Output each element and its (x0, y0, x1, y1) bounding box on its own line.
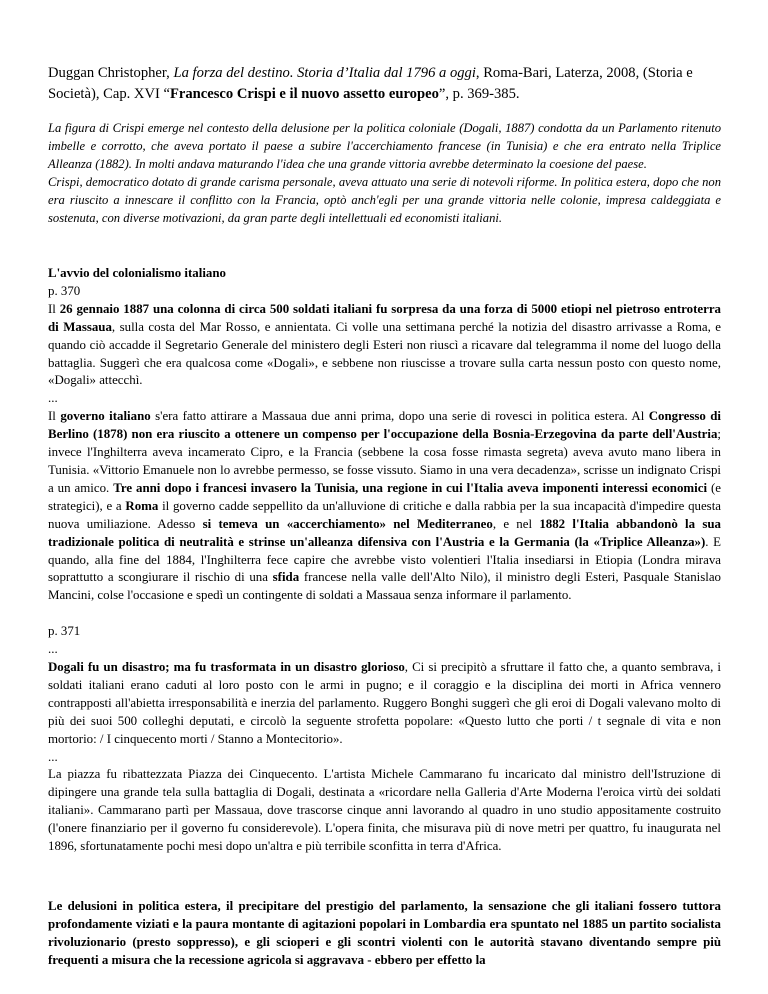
body-text (48, 265, 721, 970)
citation-publisher: , Roma-Bari, Laterza, 2008, (Storia e Società), Cap. XVI “ (48, 65, 693, 102)
abstract-paragraph-2: Crispi, democratico dotato di grande carisma personale, aveva attuato una serie di notevoli riforme. In politica estera, dopo che non era riuscito a innescare il conflitto con la Francia, optò anch'egli per una grande vittoria nelle colonie, impresa caldeggiata e sostenuta, con diverse motivazioni, da gran parte degli intellettuali ed economisti italiani. (48, 175, 721, 225)
citation-author: Duggan Christopher, (48, 65, 174, 81)
paragraph-glorious-disaster: Dogali fu un disastro; ma fu trasformata in un disastro glorioso, Ci si precipitò a sfruttare il fatto che, a quanto sembrava, i soldati italiani erano caduti al loro posto con le armi in pugno; e il coraggio e la disciplina dei morti in Africa vennero contrapposti all'abietta irresponsabilità e inerzia del parlamento. Ruggero Bonghi suggerì che gli eroi di Dogali valevano molto di più dei suoi 500 colleghi deputati, e circolò la seguente strofetta popolare: «Questo lutto che porti / t segnale di vita e non mortorio: / I cinquecento morti / Stanno a Montecitorio». (48, 660, 721, 746)
page-reference: p. 371 (48, 624, 81, 639)
paragraph-dogali-battle: Il 26 gennaio 1887 una colonna di circa 500 soldati italiani fu sorpresa da una forza di 5000 etiopi nel pietroso entroterra di Massaua, sulla costa del Mar Rosso, e annientata. Ci volle una settimana perché la notizia del disastro arrivasse a Roma, e quando ciò accadde il Segretario Generale del ministero degli Esteri non riuscì a ricavare dal telegramma il nome del luogo della battaglia. Suggerì che era qualcosa come «Dogali», e sebbene non riuscisse a trovare sulla carta nessun posto con questo nome, «Dogali» attecchì. (48, 301, 721, 388)
abstract-paragraph-1: La figura di Crispi emerge nel contesto della delusione per la politica coloniale (Dogali, 1887) condotta da un Parlamento ritenuto imbelle e corrotto, che aveva portato il paese a subire l'accerchiamento francese (in Tunisia) e che era entrato nella Triplice Alleanza (1882). In molti andava maturando l'idea che una grande vittoria avrebbe determinato la coesione del paese. (48, 121, 721, 171)
paragraph-foreign-policy: Il governo italiano s'era fatto attirare a Massaua due anni prima, dopo una serie di rovesci in politica estera. Al Congresso di Berlino (1878) non era riuscito a ottenere un compenso per l'occupazione della Bosnia-Erzegovina da parte dell'Austria; invece l'Inghilterra aveva incamerato Cipro, e la Francia (sebbene la cosa fosse rimasta segreta) aveva avuto mano libera in Tunisia. «Vittorio Emanuele non lo avrebbe permesso, se fosse vissuto. Siamo in una vera decadenza», scrisse un indignato Crispi a un amico. Tre anni dopo i francesi invasero la Tunisia, una regione in cui l'Italia aveva imponenti interessi economici (e strategici), e a Roma il governo cadde seppellito da un'alluvione di critiche e dalla rabbia per la sua incapacità d'impedire questa nuova umiliazione. Adesso si temeva un «accerchiamento» nel Mediterraneo, e nel 1882 l'Italia abbandonò la sua tradizionale politica di neutralità e strinse un'alleanza difensiva con l'Austria e la Germania (la «Triplice Alleanza»). E quando, alla fine del 1884, l'Inghilterra fece capire che avrebbe visto volentieri l'Italia insediarsi in Etiopia (Londra mirava soprattutto a scongiurare il rischio di una sfida francese nella valle dell'Alto Nilo), il ministro degli Esteri, Pasquale Stanislao Mancini, colse l'occasione e spedì un contingente di soldati a Massaua senza informare il parlamento. (48, 409, 722, 603)
ellipsis: ... (48, 391, 58, 406)
ellipsis: ... (48, 749, 58, 764)
paragraph-disappointments: Le delusioni in politica estera, il precipitare del prestigio del parlamento, la sensazione che gli italiani fossero tuttora profondamente viziati e la paura montante di agitazioni popolari in Lombardia era spuntato nel 1885 un partito socialista rivoluzionario (presto soppresso), e gli scioperi e gli scontri violenti con le autorità stavano diventando sempre più frequenti a misura che la recessione agricola si aggravava - ebbero per effetto la (48, 899, 721, 967)
paragraph-cammarano-painting: La piazza fu ribattezzata Piazza dei Cinquecento. L'artista Michele Cammarano fu incaricato dal ministro dell'Istruzione di dipingere una grande tela sulla battaglia di Dogali, destinata a «ricordare nella Galleria d'Arte Moderna l'eroica virtù dei soldati italiani». Cammarano partì per Massaua, dove trascorse cinque anni lavorando al quadro in uno studio appositamente costruito (l'onere finanziario per il governo fu considerevole). L'opera finita, che misurava più di nove metri per quattro, fu inaugurata nel 1896, sfortunatamente pochi mesi dopo un'altra e più terribile sconfitta in terra d'Africa. (48, 767, 721, 854)
bibliographic-citation (48, 63, 721, 105)
citation-pages: ”, p. 369-385. (438, 86, 520, 102)
section-heading: L'avvio del colonialismo italiano (48, 266, 226, 280)
citation-chapter: Francesco Crispi e il nuovo assetto europeo (169, 86, 439, 102)
citation-title: La forza del destino. Storia d’Italia dal 1796 a oggi (173, 65, 476, 81)
abstract (48, 119, 721, 227)
ellipsis: ... (48, 642, 58, 657)
page-reference: p. 370 (48, 283, 81, 298)
